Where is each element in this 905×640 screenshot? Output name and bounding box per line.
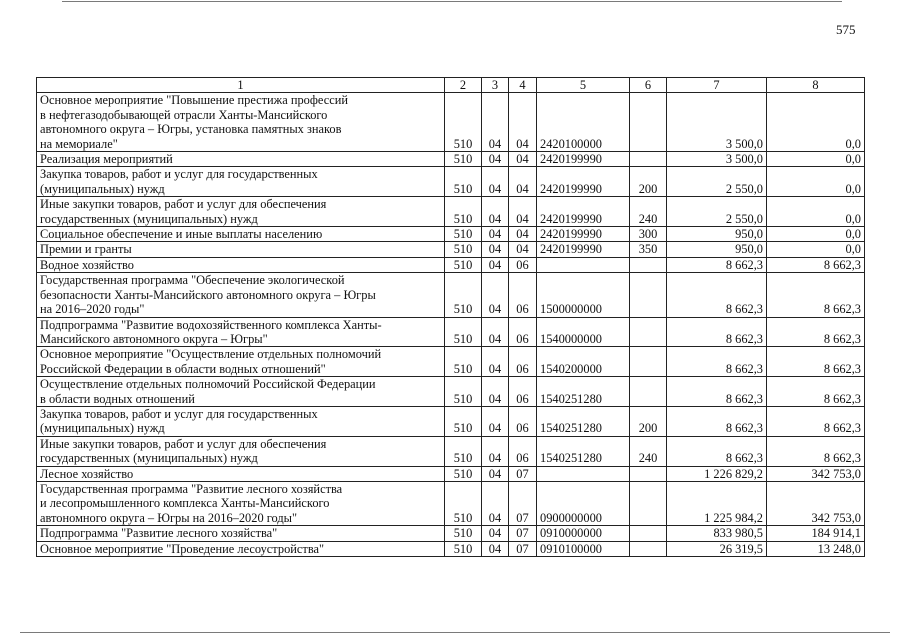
cell-col-4: 06 [509,406,537,436]
cell-col-2: 510 [445,481,482,525]
cell-col-2: 510 [445,466,482,481]
cell-col-3: 04 [482,436,509,466]
cell-col-2: 510 [445,242,482,257]
cell-col-7: 2 550,0 [667,197,767,227]
cell-col-3: 04 [482,273,509,317]
cell-col-6: 350 [630,242,667,257]
scan-top-line [62,1,842,2]
table-row [37,347,865,377]
table-row [37,377,865,407]
cell-col-6 [630,481,667,525]
cell-col-5: 1540251280 [537,406,630,436]
cell-col-8: 8 662,3 [767,273,865,317]
cell-col-7: 8 662,3 [667,436,767,466]
cell-col-6: 200 [630,406,667,436]
cell-col-7: 833 980,5 [667,526,767,541]
cell-col-7: 2 550,0 [667,167,767,197]
cell-col-5: 2420199990 [537,152,630,167]
cell-col-2: 510 [445,257,482,272]
header-cell: 7 [667,78,767,93]
cell-col-5 [537,466,630,481]
cell-col-6: 200 [630,167,667,197]
budget-table [36,77,865,557]
cell-col-7: 8 662,3 [667,347,767,377]
cell-col-7: 8 662,3 [667,317,767,347]
cell-col-6 [630,93,667,152]
table-row [37,242,865,257]
cell-col-7: 8 662,3 [667,377,767,407]
cell-col-5: 2420199990 [537,227,630,242]
header-cell: 1 [37,78,445,93]
row-description: Реализация мероприятий [37,152,445,167]
cell-col-8: 0,0 [767,242,865,257]
cell-col-7: 950,0 [667,227,767,242]
cell-col-5 [537,257,630,272]
cell-col-2: 510 [445,347,482,377]
cell-col-2: 510 [445,227,482,242]
cell-col-8: 0,0 [767,227,865,242]
cell-col-7: 3 500,0 [667,93,767,152]
cell-col-3: 04 [482,317,509,347]
table-row [37,93,865,152]
cell-col-2: 510 [445,93,482,152]
cell-col-4: 04 [509,242,537,257]
table-row [37,541,865,556]
page-number: 575 [836,22,856,37]
cell-col-3: 04 [482,541,509,556]
row-description: Закупка товаров, работ и услуг для государственных (муниципальных) нужд [37,406,445,436]
cell-col-2: 510 [445,167,482,197]
cell-col-7: 8 662,3 [667,406,767,436]
cell-col-3: 04 [482,242,509,257]
cell-col-5: 2420199990 [537,197,630,227]
cell-col-2: 510 [445,541,482,556]
table-row [37,466,865,481]
cell-col-7: 8 662,3 [667,257,767,272]
table-header-row [37,78,865,93]
cell-col-2: 510 [445,273,482,317]
cell-col-2: 510 [445,197,482,227]
cell-col-4: 04 [509,152,537,167]
cell-col-6 [630,273,667,317]
cell-col-3: 04 [482,93,509,152]
row-description: Осуществление отдельных полномочий Российской Федерации в области водных отношений [37,377,445,407]
cell-col-8: 8 662,3 [767,347,865,377]
cell-col-3: 04 [482,406,509,436]
cell-col-2: 510 [445,406,482,436]
table-row [37,152,865,167]
cell-col-5: 1540000000 [537,317,630,347]
cell-col-8: 0,0 [767,152,865,167]
cell-col-5: 2420100000 [537,93,630,152]
cell-col-7: 950,0 [667,242,767,257]
cell-col-5: 2420199990 [537,167,630,197]
cell-col-5: 2420199990 [537,242,630,257]
cell-col-7: 1 226 829,2 [667,466,767,481]
cell-col-8: 8 662,3 [767,377,865,407]
cell-col-8: 8 662,3 [767,317,865,347]
cell-col-7: 1 225 984,2 [667,481,767,525]
cell-col-8: 0,0 [767,93,865,152]
cell-col-5: 0900000000 [537,481,630,525]
cell-col-2: 510 [445,152,482,167]
cell-col-8: 0,0 [767,167,865,197]
row-description: Социальное обеспечение и иные выплаты населению [37,227,445,242]
header-cell: 2 [445,78,482,93]
table-row [37,167,865,197]
cell-col-6 [630,257,667,272]
cell-col-5: 0910100000 [537,541,630,556]
cell-col-4: 07 [509,526,537,541]
cell-col-4: 04 [509,227,537,242]
cell-col-6 [630,317,667,347]
cell-col-5: 1540200000 [537,347,630,377]
row-description: Подпрограмма "Развитие водохозяйственного комплекса Ханты- Мансийского автономного округа – Югры" [37,317,445,347]
cell-col-3: 04 [482,347,509,377]
cell-col-2: 510 [445,436,482,466]
cell-col-6 [630,526,667,541]
cell-col-8: 184 914,1 [767,526,865,541]
cell-col-3: 04 [482,197,509,227]
table-row [37,481,865,525]
table-row [37,257,865,272]
header-cell: 6 [630,78,667,93]
header-cell: 3 [482,78,509,93]
cell-col-6 [630,347,667,377]
row-description: Лесное хозяйство [37,466,445,481]
table-row [37,526,865,541]
table-body [37,78,865,557]
row-description: Основное мероприятие "Проведение лесоустройства" [37,541,445,556]
scan-bottom-line [20,632,890,633]
cell-col-3: 04 [482,167,509,197]
cell-col-6 [630,377,667,407]
cell-col-4: 07 [509,541,537,556]
cell-col-3: 04 [482,227,509,242]
cell-col-4: 06 [509,436,537,466]
row-description: Иные закупки товаров, работ и услуг для обеспечения государственных (муниципальных) нужд [37,436,445,466]
table-row [37,436,865,466]
cell-col-3: 04 [482,152,509,167]
table-row [37,197,865,227]
header-cell: 5 [537,78,630,93]
cell-col-3: 04 [482,377,509,407]
cell-col-7: 26 319,5 [667,541,767,556]
row-description: Водное хозяйство [37,257,445,272]
cell-col-4: 06 [509,257,537,272]
cell-col-8: 8 662,3 [767,257,865,272]
cell-col-6 [630,152,667,167]
cell-col-8: 8 662,3 [767,436,865,466]
cell-col-4: 06 [509,317,537,347]
cell-col-4: 04 [509,93,537,152]
header-cell: 4 [509,78,537,93]
cell-col-3: 04 [482,526,509,541]
cell-col-4: 06 [509,377,537,407]
row-description: Основное мероприятие "Повышение престижа профессий в нефтегазодобывающей отрасли Ханты-Мансийского автономного округа – Югры, установка памятных знаков на мемориале" [37,93,445,152]
cell-col-4: 07 [509,466,537,481]
table-row [37,406,865,436]
cell-col-5: 1500000000 [537,273,630,317]
cell-col-5: 1540251280 [537,436,630,466]
cell-col-5: 1540251280 [537,377,630,407]
cell-col-7: 8 662,3 [667,273,767,317]
cell-col-6: 240 [630,436,667,466]
cell-col-8: 342 753,0 [767,481,865,525]
row-description: Закупка товаров, работ и услуг для государственных (муниципальных) нужд [37,167,445,197]
row-description: Премии и гранты [37,242,445,257]
row-description: Государственная программа "Обеспечение экологической безопасности Ханты-Мансийского автономного округа – Югры на 2016–2020 годы" [37,273,445,317]
cell-col-2: 510 [445,377,482,407]
cell-col-4: 07 [509,481,537,525]
header-cell: 8 [767,78,865,93]
table-row [37,227,865,242]
cell-col-6: 240 [630,197,667,227]
cell-col-3: 04 [482,466,509,481]
cell-col-6 [630,466,667,481]
cell-col-6: 300 [630,227,667,242]
row-description: Иные закупки товаров, работ и услуг для обеспечения государственных (муниципальных) нужд [37,197,445,227]
table-row [37,317,865,347]
cell-col-3: 04 [482,481,509,525]
cell-col-2: 510 [445,317,482,347]
row-description: Основное мероприятие "Осуществление отдельных полномочий Российской Федерации в области водных отношений" [37,347,445,377]
cell-col-4: 06 [509,347,537,377]
cell-col-8: 13 248,0 [767,541,865,556]
cell-col-7: 3 500,0 [667,152,767,167]
cell-col-4: 06 [509,273,537,317]
cell-col-3: 04 [482,257,509,272]
cell-col-8: 342 753,0 [767,466,865,481]
cell-col-8: 0,0 [767,197,865,227]
cell-col-8: 8 662,3 [767,406,865,436]
row-description: Подпрограмма "Развитие лесного хозяйства" [37,526,445,541]
cell-col-4: 04 [509,197,537,227]
cell-col-6 [630,541,667,556]
cell-col-2: 510 [445,526,482,541]
cell-col-4: 04 [509,167,537,197]
cell-col-5: 0910000000 [537,526,630,541]
row-description: Государственная программа "Развитие лесного хозяйства и лесопромышленного комплекса Ханты-Мансийского автономного округа – Югры на 2016–2020 годы" [37,481,445,525]
table-row [37,273,865,317]
